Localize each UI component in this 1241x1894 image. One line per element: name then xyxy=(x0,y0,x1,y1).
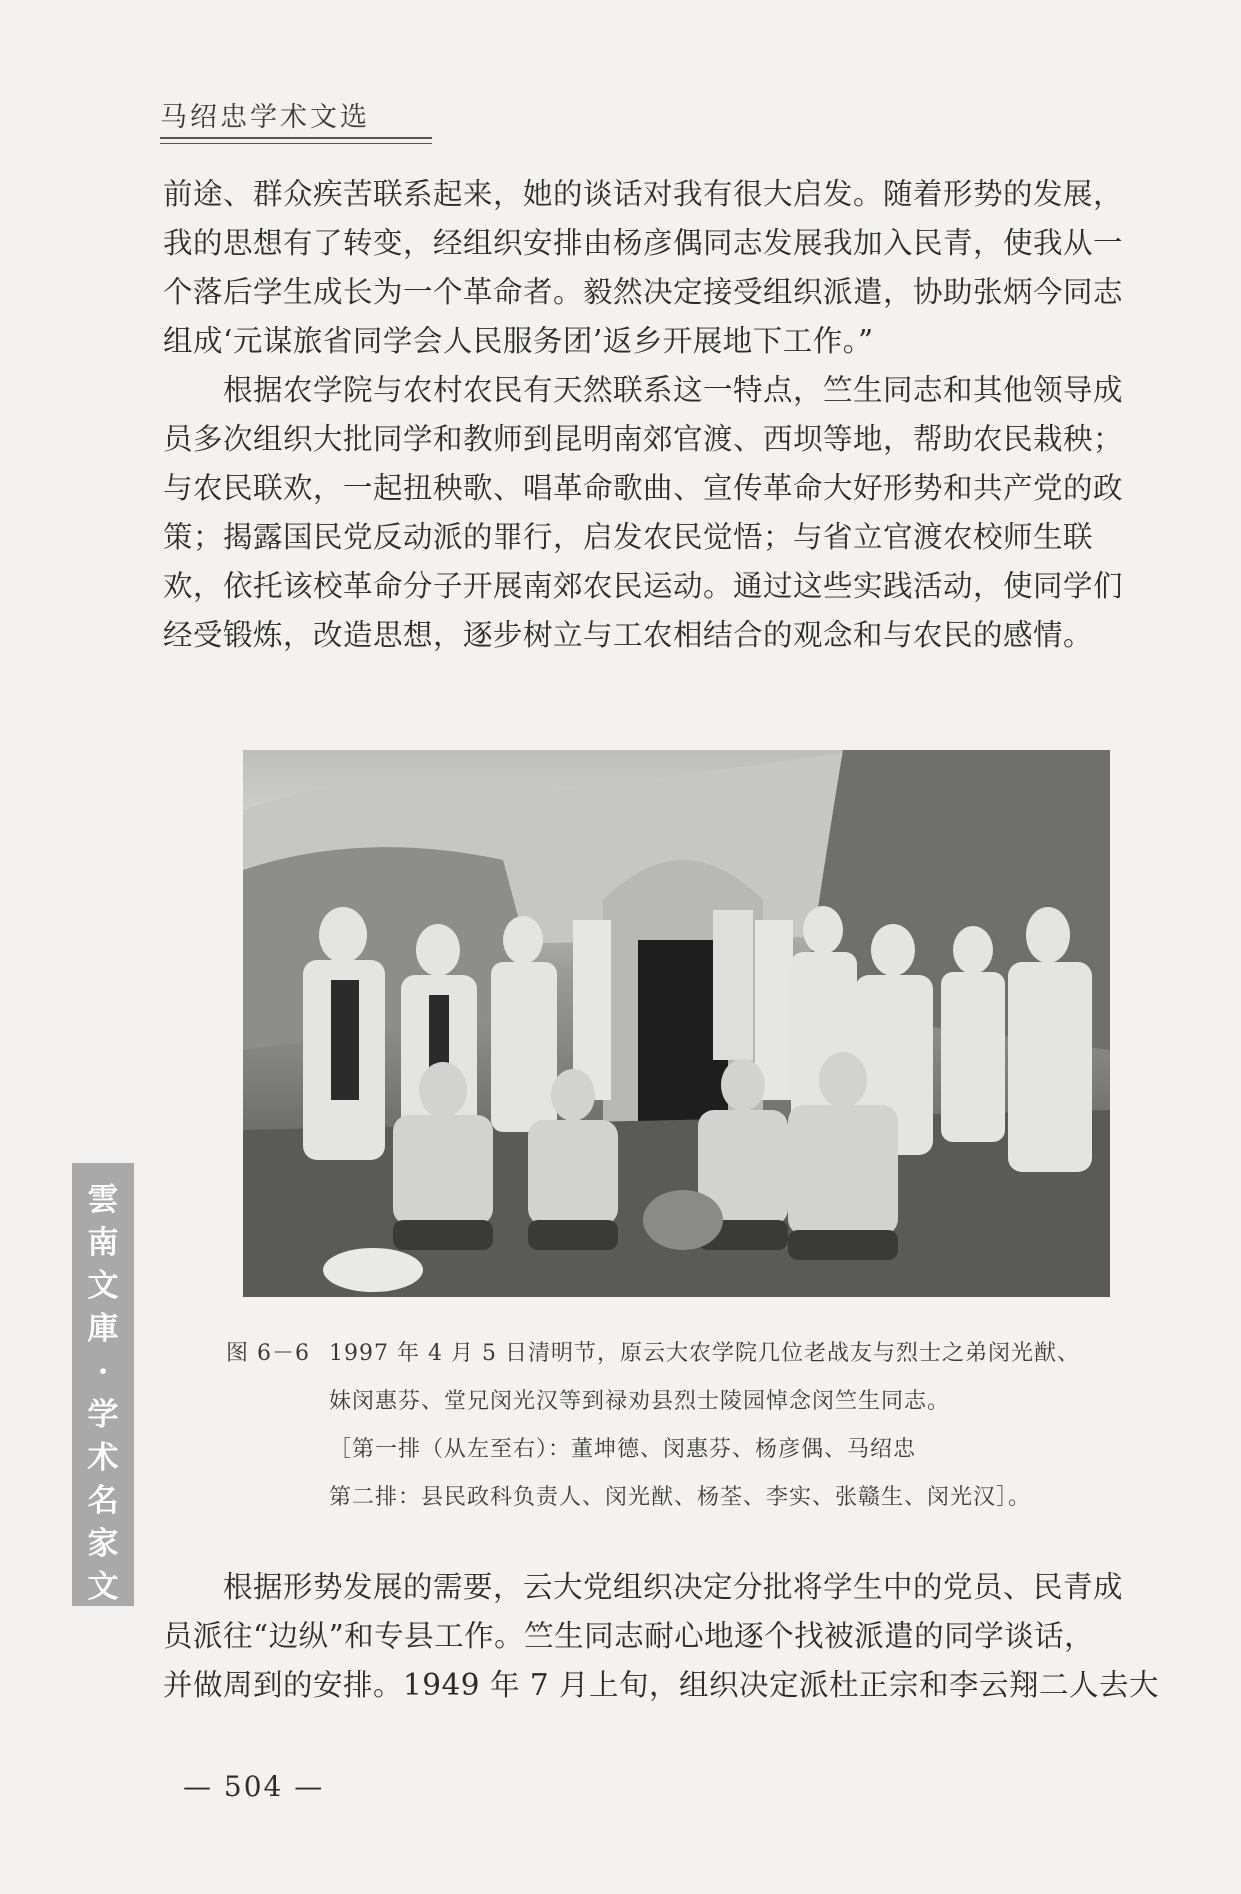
side-tab-char: 学 xyxy=(87,1397,119,1433)
figure-label: 图 6－6 xyxy=(226,1341,310,1366)
header-rule xyxy=(160,137,432,139)
figure-caption-line: 妹闵惠芬、堂兄闵光汉等到禄劝县烈士陵园悼念闵竺生同志。 xyxy=(329,1389,951,1414)
side-tab-char: 雲 xyxy=(87,1182,119,1218)
photo-illustration xyxy=(243,750,1110,1297)
text-line: 个落后学生成长为一个革命者。毅然决定接受组织派遣，协助张炳今同志 xyxy=(163,275,1124,309)
text-line: 组成‘元谋旅省同学会人民服务团’返乡开展地下工作。” xyxy=(163,324,874,358)
paragraph-continuation xyxy=(163,170,1188,660)
paragraph xyxy=(163,1563,1188,1710)
side-tab-char: · xyxy=(97,1354,109,1390)
memorial-photo xyxy=(243,750,1110,1297)
side-tab-char: 家 xyxy=(87,1526,119,1562)
page-number: — 504 — xyxy=(183,1770,325,1803)
text-line: 我的思想有了转变，经组织安排由杨彦偶同志发展我加入民青，使我从一 xyxy=(163,226,1124,260)
figure-caption-line xyxy=(226,1336,1186,1367)
text-line: 经受锻炼，改造思想，逐步树立与工农相结合的观念和与农民的感情。 xyxy=(163,618,1094,652)
side-tab-char: 庫 xyxy=(87,1311,119,1347)
running-header: 马绍忠学术文选 xyxy=(160,102,370,133)
text-line: 根据形势发展的需要，云大党组织决定分批将学生中的党员、民青成 xyxy=(163,1570,1124,1604)
series-side-tab xyxy=(72,1163,134,1606)
caption-text: 1997 年 4 月 5 日清明节，原云大农学院几位老战友与烈士之弟闵光猷、 xyxy=(329,1341,1080,1366)
text-line: 员派往“边纵”和专县工作。竺生同志耐心地逐个找被派遣的同学谈话， xyxy=(163,1619,1095,1653)
side-tab-char: 南 xyxy=(87,1225,119,1261)
side-tab-char: 文 xyxy=(87,1569,119,1605)
text-line: 根据农学院与农村农民有天然联系这一特点，竺生同志和其他领导成 xyxy=(163,373,1124,407)
text-line: 员多次组织大批同学和教师到昆明南郊官渡、西坝等地，帮助农民栽秧； xyxy=(163,422,1124,456)
figure-caption-line: ［第一排（从左至右）：董坤德、闵惠芬、杨彦偶、马绍忠 xyxy=(329,1437,917,1462)
figure-caption-line: 第二排：县民政科负责人、闵光猷、杨荃、李实、张赣生、闵光汉］。 xyxy=(329,1485,1032,1510)
side-tab-char: 文 xyxy=(87,1268,119,1304)
header-rule-thin xyxy=(160,143,432,144)
text-line: 欢，依托该校革命分子开展南郊农民运动。通过这些实践活动，使同学们 xyxy=(163,569,1124,603)
text-line: 与农民联欢，一起扭秧歌、唱革命歌曲、宣传革命大好形势和共产党的政 xyxy=(163,471,1124,505)
text-line: 并做周到的安排。1949 年 7 月上旬，组织决定派杜正宗和李云翔二人去大 xyxy=(163,1668,1159,1702)
text-line: 策；揭露国民党反动派的罪行，启发农民觉悟；与省立官渡农校师生联 xyxy=(163,520,1094,554)
side-tab-char: 名 xyxy=(87,1483,119,1519)
text-line: 前途、群众疾苦联系起来，她的谈话对我有很大启发。随着形势的发展， xyxy=(163,177,1124,211)
side-tab-char: 术 xyxy=(87,1440,119,1476)
